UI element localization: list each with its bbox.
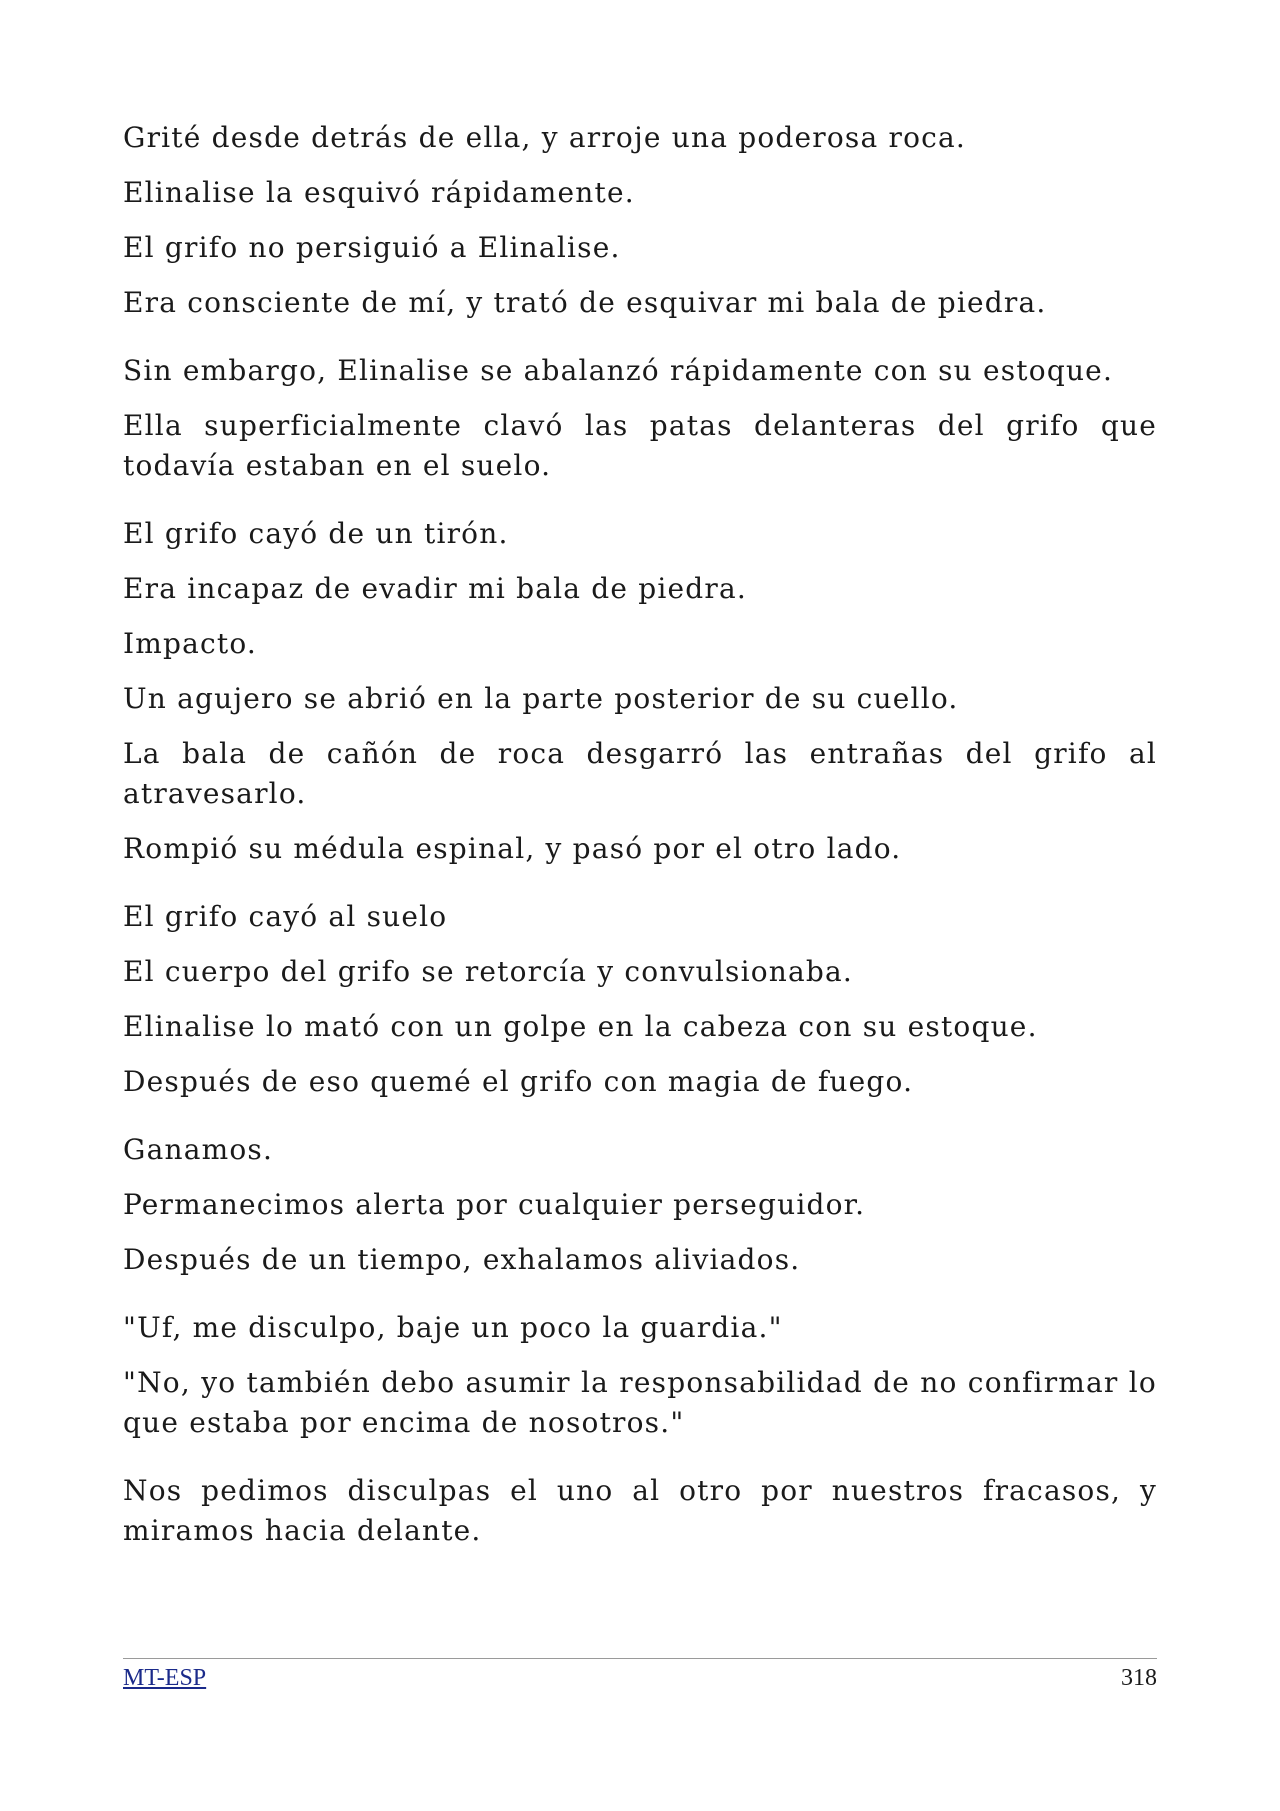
text-line: Impacto. (123, 627, 258, 660)
page-footer (123, 1658, 1157, 1692)
paragraph (123, 897, 1157, 1102)
text-line: "No, yo también debo asumir la responsabilidad de no confirmar lo que estaba por encima de nosotros." (123, 1366, 1157, 1439)
text-line: El grifo cayó de un tirón. (123, 517, 509, 550)
paragraph (123, 351, 1157, 486)
text-line: Después de eso quemé el grifo con magia de fuego. (123, 1065, 914, 1098)
text-line: "Uf, me disculpo, baje un poco la guardia." (123, 1311, 783, 1344)
page-body (123, 118, 1157, 1566)
text-line: Era consciente de mí, y trató de esquivar mi bala de piedra. (123, 286, 1047, 319)
text-line: Permanecimos alerta por cualquier perseguidor. (123, 1188, 866, 1221)
paragraph (123, 514, 1157, 869)
paragraph (123, 118, 1157, 323)
paragraph (123, 1130, 1157, 1280)
text-line: Sin embargo, Elinalise se abalanzó rápidamente con su estoque. (123, 354, 1114, 387)
text-line: Nos pedimos disculpas el uno al otro por nuestros fracasos, y miramos hacia delante. (123, 1474, 1157, 1547)
text-line: Rompió su médula espinal, y pasó por el otro lado. (123, 832, 902, 865)
page-number: 318 (1121, 1665, 1157, 1691)
text-line: El cuerpo del grifo se retorcía y convulsionaba. (123, 955, 854, 988)
text-line: Era incapaz de evadir mi bala de piedra. (123, 572, 748, 605)
text-line: El grifo cayó al suelo (123, 900, 448, 933)
text-line: Elinalise la esquivó rápidamente. (123, 176, 635, 209)
text-line: Después de un tiempo, exhalamos aliviados. (123, 1243, 801, 1276)
paragraph (123, 1308, 1157, 1443)
text-line: Ganamos. (123, 1133, 274, 1166)
text-line: Un agujero se abrió en la parte posterior de su cuello. (123, 682, 959, 715)
text-line: Ella superficialmente clavó las patas delanteras del grifo que todavía estaban en el suelo. (123, 409, 1157, 482)
paragraph (123, 1471, 1157, 1551)
text-line: El grifo no persiguió a Elinalise. (123, 231, 621, 264)
footer-link[interactable]: MT-ESP (123, 1665, 207, 1691)
text-line: Elinalise lo mató con un golpe en la cabeza con su estoque. (123, 1010, 1038, 1043)
text-line: La bala de cañón de roca desgarró las entrañas del grifo al atravesarlo. (123, 737, 1157, 810)
text-line: Grité desde detrás de ella, y arroje una poderosa roca. (123, 121, 966, 154)
